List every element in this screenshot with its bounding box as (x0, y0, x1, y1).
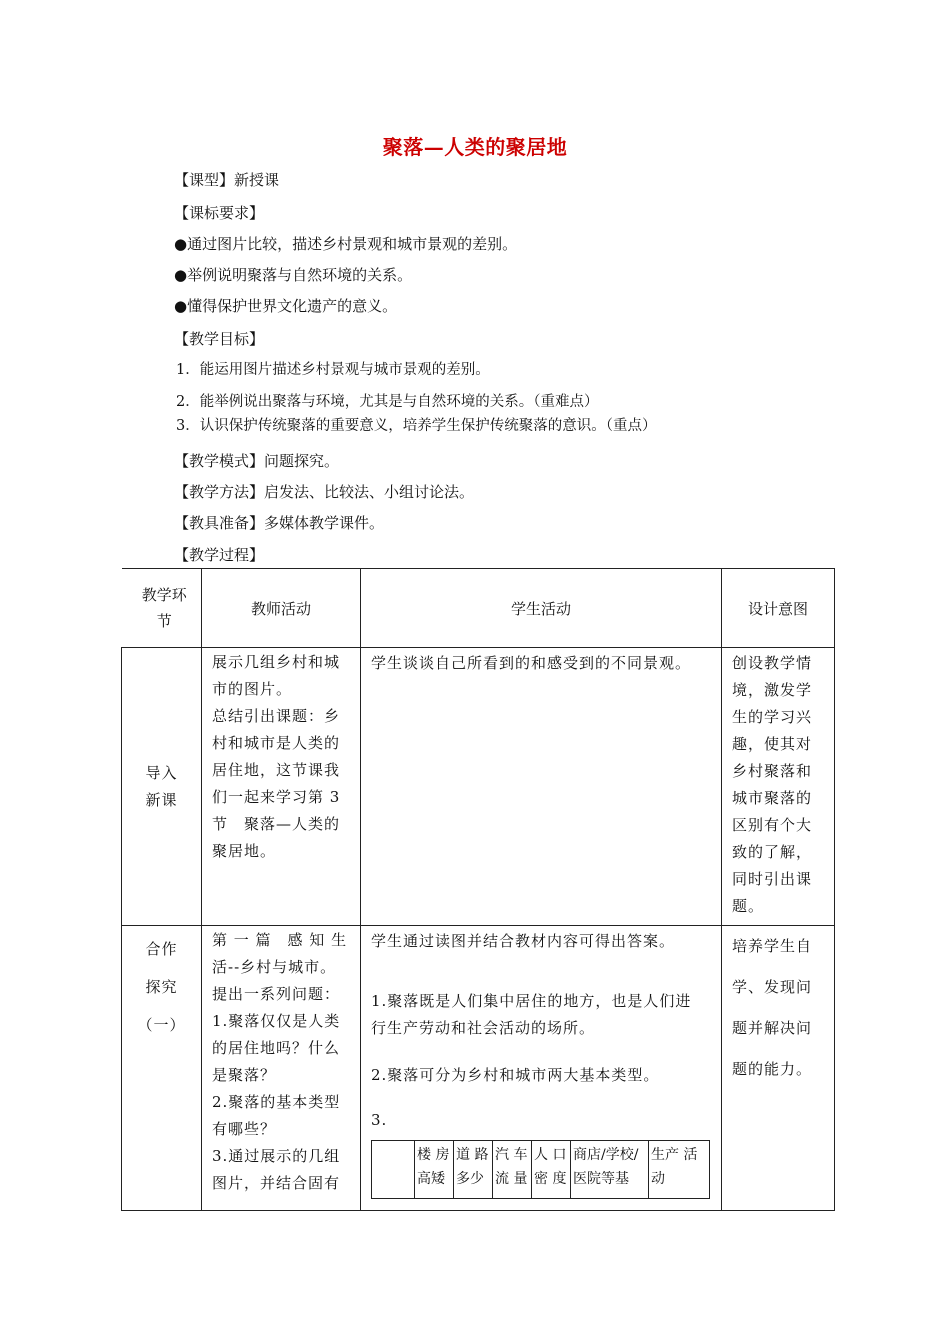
comparison-col-facilities: 商店/学校/医院等基 (571, 1141, 649, 1199)
standard-item: ●通过图片比较，描述乡村景观和城市景观的差别。 (174, 235, 518, 253)
student-activity-cell: 学生谈谈自己所看到的和感受到的不同景观。 (361, 648, 722, 926)
teaching-method: 【教学方法】启发法、比较法、小组讨论法。 (174, 483, 475, 501)
comparison-col-building: 楼 房 高矮 (415, 1141, 454, 1199)
standards-heading: 【课标要求】 (174, 204, 265, 222)
objectives-heading: 【教学目标】 (174, 330, 265, 348)
objective-item: 1．能运用图片描述乡村景观与城市景观的差别。 (176, 362, 490, 378)
objective-item: 2．能举例说出聚落与环境，尤其是与自然环境的关系。（重难点） (176, 394, 599, 410)
header-student: 学生活动 (361, 569, 722, 648)
comparison-col-blank (372, 1141, 415, 1199)
table-row (122, 648, 835, 926)
header-teacher: 教师活动 (202, 569, 361, 648)
student-activity-cell: 学生通过读图并结合教材内容可得出答案。 1.聚落既是人们集中居住的地方，也是人们进 行生产劳动和社会活动的场所。 2.聚落可分为乡村和城市两大基本类型。 3. 楼 房 高矮 道 路 多少 汽 车 流 量 人 口 密 度 商店/学校/医院等基 生产 活动 (361, 926, 722, 1211)
objective-item: 3．认识保护传统聚落的重要意义，培养学生保护传统聚落的意识。（重点） (176, 418, 657, 434)
teacher-activity-cell: 展示几组乡村和城 市的图片。 总结引出课题：乡 村和城市是人类的 居住地，这节课我 们一起来学习第 3 节 聚落—人类的 聚居地。 (202, 648, 361, 926)
comparison-col-traffic: 汽 车 流 量 (493, 1141, 532, 1199)
stage-cell: 导入 新课 (122, 648, 202, 926)
comparison-col-population: 人 口 密 度 (532, 1141, 571, 1199)
process-heading: 【教学过程】 (174, 546, 265, 564)
header-intent: 设计意图 (722, 569, 835, 648)
design-intent-cell: 创设教学情 境，激发学 生的学习兴 趣，使其对 乡村聚落和 城市聚落的 区别有个大 致的了解， 同时引出课 题。 (722, 648, 835, 926)
comparison-header-row (372, 1141, 710, 1199)
stage-cell: 合作 探究 （一） (122, 926, 202, 1211)
header-stage: 教学环 节 (122, 569, 202, 648)
lesson-type: 【课型】新授课 (174, 171, 280, 189)
lesson-process-table (121, 568, 835, 1211)
table-header-row (122, 569, 835, 648)
comparison-col-production: 生产 活动 (649, 1141, 710, 1199)
design-intent-cell: 培养学生自 学、发现问 题并解决问 题的能力。 (722, 926, 835, 1211)
teaching-mode: 【教学模式】问题探究。 (174, 452, 340, 470)
teacher-activity-cell: 第 一 篇 感 知 生 活--乡村与城市。 提出一系列问题： 1.聚落仅仅是人类 的居住地吗？什么 是聚落？ 2.聚落的基本类型 有哪些？ 3.通过展示的几组 图片，并结合固有 (202, 926, 361, 1211)
comparison-col-roads: 道 路 多少 (454, 1141, 493, 1199)
document-title: 聚落—人类的聚居地 (382, 135, 568, 159)
teaching-tools: 【教具准备】多媒体教学课件。 (174, 514, 385, 532)
standard-item: ●懂得保护世界文化遗产的意义。 (174, 297, 398, 315)
comparison-table (371, 1140, 710, 1199)
standard-item: ●举例说明聚落与自然环境的关系。 (174, 266, 413, 284)
table-row (122, 926, 835, 1211)
